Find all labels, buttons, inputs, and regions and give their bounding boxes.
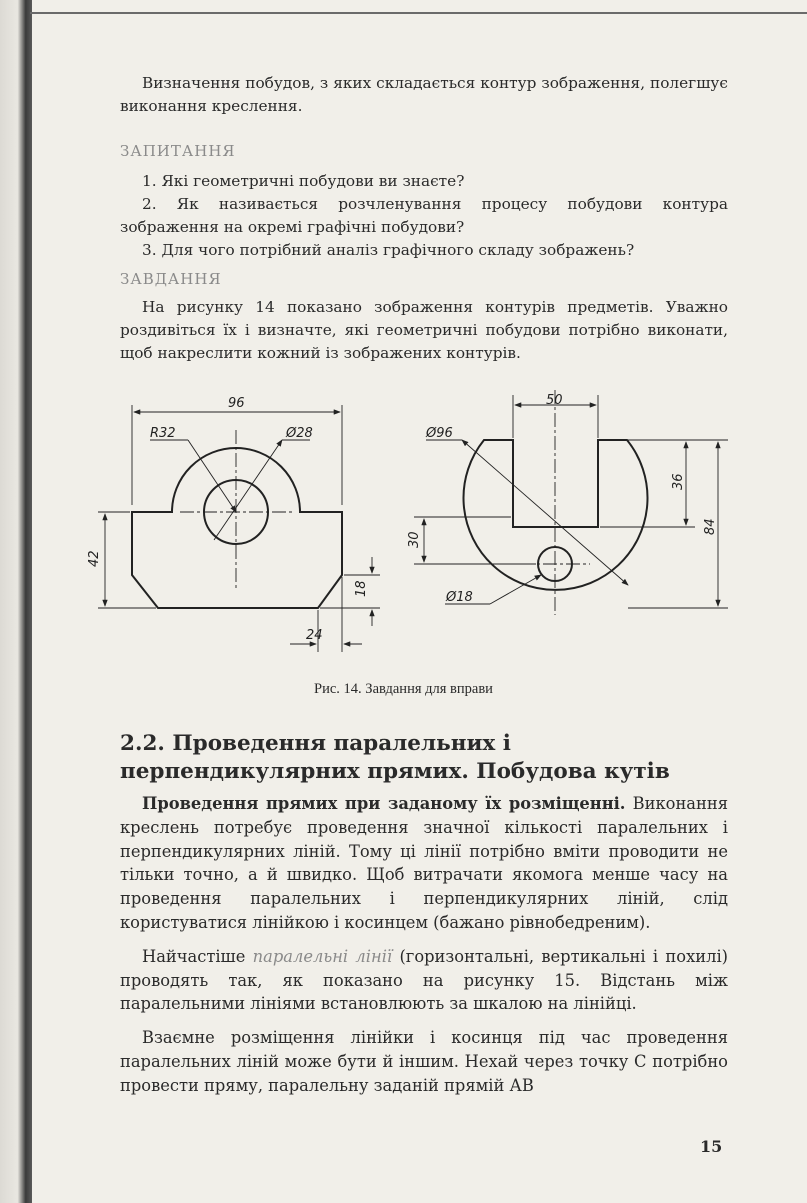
left-part-contour xyxy=(132,448,342,608)
right-dimension-labels xyxy=(407,393,718,605)
right-height-dim: 84 xyxy=(703,518,718,535)
section-title: 2.2. Проведення паралельних і перпендикулярних прямих. Побудова кутів xyxy=(120,731,670,784)
paragraph-3: Взаємне розміщення лінійки і косинця під час проведення паралельних ліній може бути й іншим. Нехай через точку С потрібно провести пряму, паралельну заданій прямій АВ xyxy=(120,1028,728,1095)
intro-text: Визначення побудов, з яких складається контур зображення, полегшує виконання креслення. xyxy=(120,74,728,115)
question-item: 2. Як називається розчленування процесу побудови контура зображення на окремі графічні побудови? xyxy=(120,195,728,236)
left-chamfer-w-dim: 24 xyxy=(306,628,323,643)
question-item: 3. Для чого потрібний аналіз графічного складу зображень? xyxy=(142,241,635,259)
section-body xyxy=(120,792,728,1098)
paragraph-1-lead: Проведення прямих при заданому їх розміщенні. xyxy=(142,794,626,813)
paragraph-1 xyxy=(120,792,728,935)
page-number: 15 xyxy=(700,1137,723,1156)
right-hole-offset-dim: 30 xyxy=(407,531,422,548)
right-hole-dim: Ø18 xyxy=(446,590,473,605)
right-dimension-lines xyxy=(414,390,728,615)
left-radius-dim: R32 xyxy=(150,426,176,441)
question-item: 1. Які геометричні побудови ви знаєте? xyxy=(142,172,465,190)
right-part-contour xyxy=(463,440,647,590)
task-text: На рисунку 14 показано зображення контурів предметів. Уважно роздивіться їх і визначте, які геометричні побудови потрібно виконати, щоб накреслити кожний із зображених контурів. xyxy=(120,298,728,362)
left-width-dim: 96 xyxy=(228,396,245,411)
paragraph-1-rest: Виконання креслень потребує проведення значної кількості паралельних і перпендикулярних ліній. Тому ці лінії потрібно вміти проводити не тільки точно, а й швидко. Щоб витрачати якомога менше часу на проведення паралельних і перпендикулярних ліній, слід користуватися лінійкою і косинцем (бажано рівнобедреним). xyxy=(120,794,728,932)
right-slot-w-dim: 50 xyxy=(546,393,563,408)
right-slot-depth-dim: 36 xyxy=(671,473,686,490)
paragraph-2-start: Найчастіше xyxy=(142,946,253,966)
task-heading: ЗАВДАННЯ xyxy=(120,270,222,288)
paragraph-2 xyxy=(120,945,728,1016)
left-height-dim: 42 xyxy=(87,550,102,567)
left-hole-dim: Ø28 xyxy=(286,426,313,441)
figure-caption: Рис. 14. Завдання для вправи xyxy=(314,681,493,697)
left-dimension-lines xyxy=(98,405,380,652)
right-diameter-dim: Ø96 xyxy=(426,426,453,441)
questions-heading: ЗАПИТАННЯ xyxy=(120,142,236,160)
paragraph-2-rest: (горизонтальні, вертикальні і похилі) проводять так, як показано на рисунку 15. Відстань між паралельними лініями встановлюють за шкалою на лінійці. xyxy=(120,946,729,1014)
left-chamfer-h-dim: 18 xyxy=(354,580,369,597)
paragraph-2-term: паралельні лінії xyxy=(252,946,393,966)
